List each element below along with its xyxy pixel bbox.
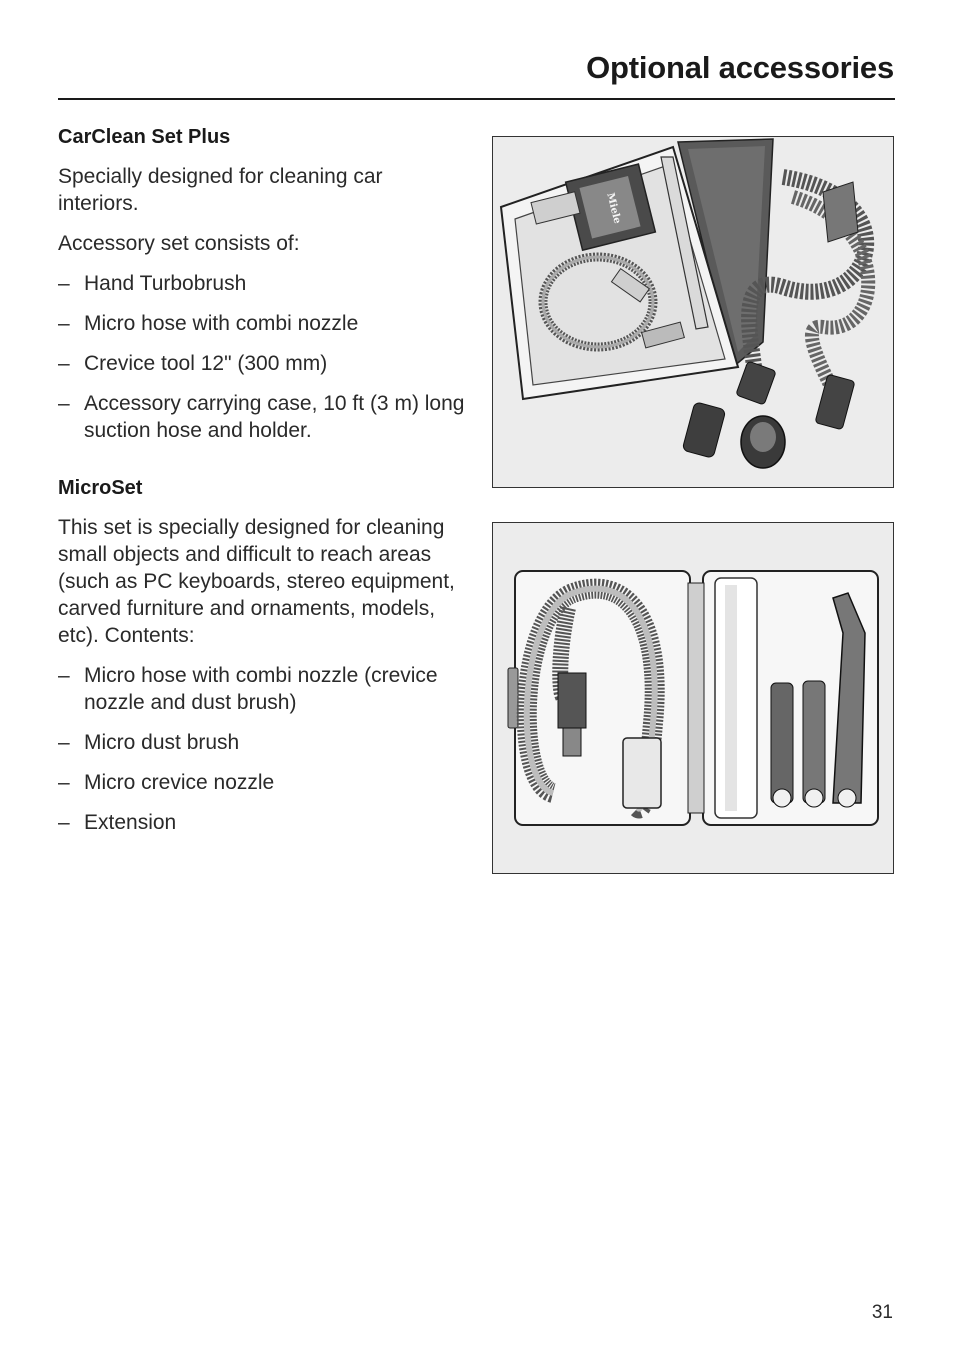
brand-text: Miele <box>604 191 623 225</box>
title-rule <box>58 98 895 100</box>
hose-end-handle <box>815 374 855 430</box>
list-dash: – <box>58 392 70 415</box>
microset-illustration <box>493 523 893 873</box>
micro-crevice-nozzle <box>803 681 825 803</box>
list-item <box>58 662 468 716</box>
list-dash: – <box>58 731 70 754</box>
list-item <box>58 809 468 836</box>
list-item-text: Micro hose with combi nozzle (crevice nozzle and dust brush) <box>84 664 438 714</box>
micro-dust-brush <box>771 683 793 803</box>
list-dash: – <box>58 771 70 794</box>
hose-holder <box>823 182 858 242</box>
dust-brush-tip <box>563 728 581 756</box>
carclean-list <box>58 270 468 444</box>
adapter-left <box>682 402 726 459</box>
list-item-text: Crevice tool 12" (300 mm) <box>84 352 328 375</box>
microset-section <box>58 475 468 836</box>
list-item-text: Micro dust brush <box>84 731 240 754</box>
list-item-text: Hand Turbobrush <box>84 272 247 295</box>
list-dash: – <box>58 272 70 295</box>
adapter-right-opening <box>750 422 776 452</box>
extension-highlight <box>725 585 737 811</box>
micro-crevice-nozzle-end <box>805 789 823 807</box>
list-item <box>58 769 468 796</box>
list-dash: – <box>58 811 70 834</box>
case-latch <box>508 668 518 728</box>
microset-heading: MicroSet <box>58 477 143 499</box>
combi-nozzle <box>558 673 586 728</box>
carclean-heading: CarClean Set Plus <box>58 126 231 148</box>
list-dash: – <box>58 352 70 375</box>
angled-crevice-tool-end <box>838 789 856 807</box>
list-item-text: Micro crevice nozzle <box>84 771 275 794</box>
case-hinge <box>688 583 704 813</box>
page-title: Optional accessories <box>586 50 894 85</box>
list-item-text: Accessory carrying case, 10 ft (3 m) long suction hose and holder. <box>84 392 465 442</box>
carclean-figure <box>492 136 894 488</box>
list-item-text: Micro hose with combi nozzle <box>84 312 359 335</box>
carclean-consists: Accessory set consists of: <box>58 232 300 255</box>
list-dash: – <box>58 312 70 335</box>
list-item-text: Extension <box>84 811 177 834</box>
list-item <box>58 350 468 377</box>
micro-dust-brush-end <box>773 789 791 807</box>
list-dash: – <box>58 664 70 687</box>
list-item <box>58 310 468 337</box>
carclean-section <box>58 124 468 444</box>
list-item <box>58 270 468 297</box>
microset-figure <box>492 522 894 874</box>
page-number: 31 <box>871 1302 893 1323</box>
carclean-illustration <box>493 137 893 487</box>
list-item <box>58 390 468 444</box>
microset-intro: This set is specially designed for cleaning small objects and difficult to reach areas (such as PC keyboards, stereo equipment, carved furniture and ornaments, models, etc). Contents: <box>58 516 455 647</box>
list-item <box>58 729 468 756</box>
hose-connector <box>623 738 661 808</box>
microset-list <box>58 662 468 836</box>
hose-end-cuff <box>736 361 777 405</box>
carclean-intro: Specially designed for cleaning car interiors. <box>58 165 383 215</box>
